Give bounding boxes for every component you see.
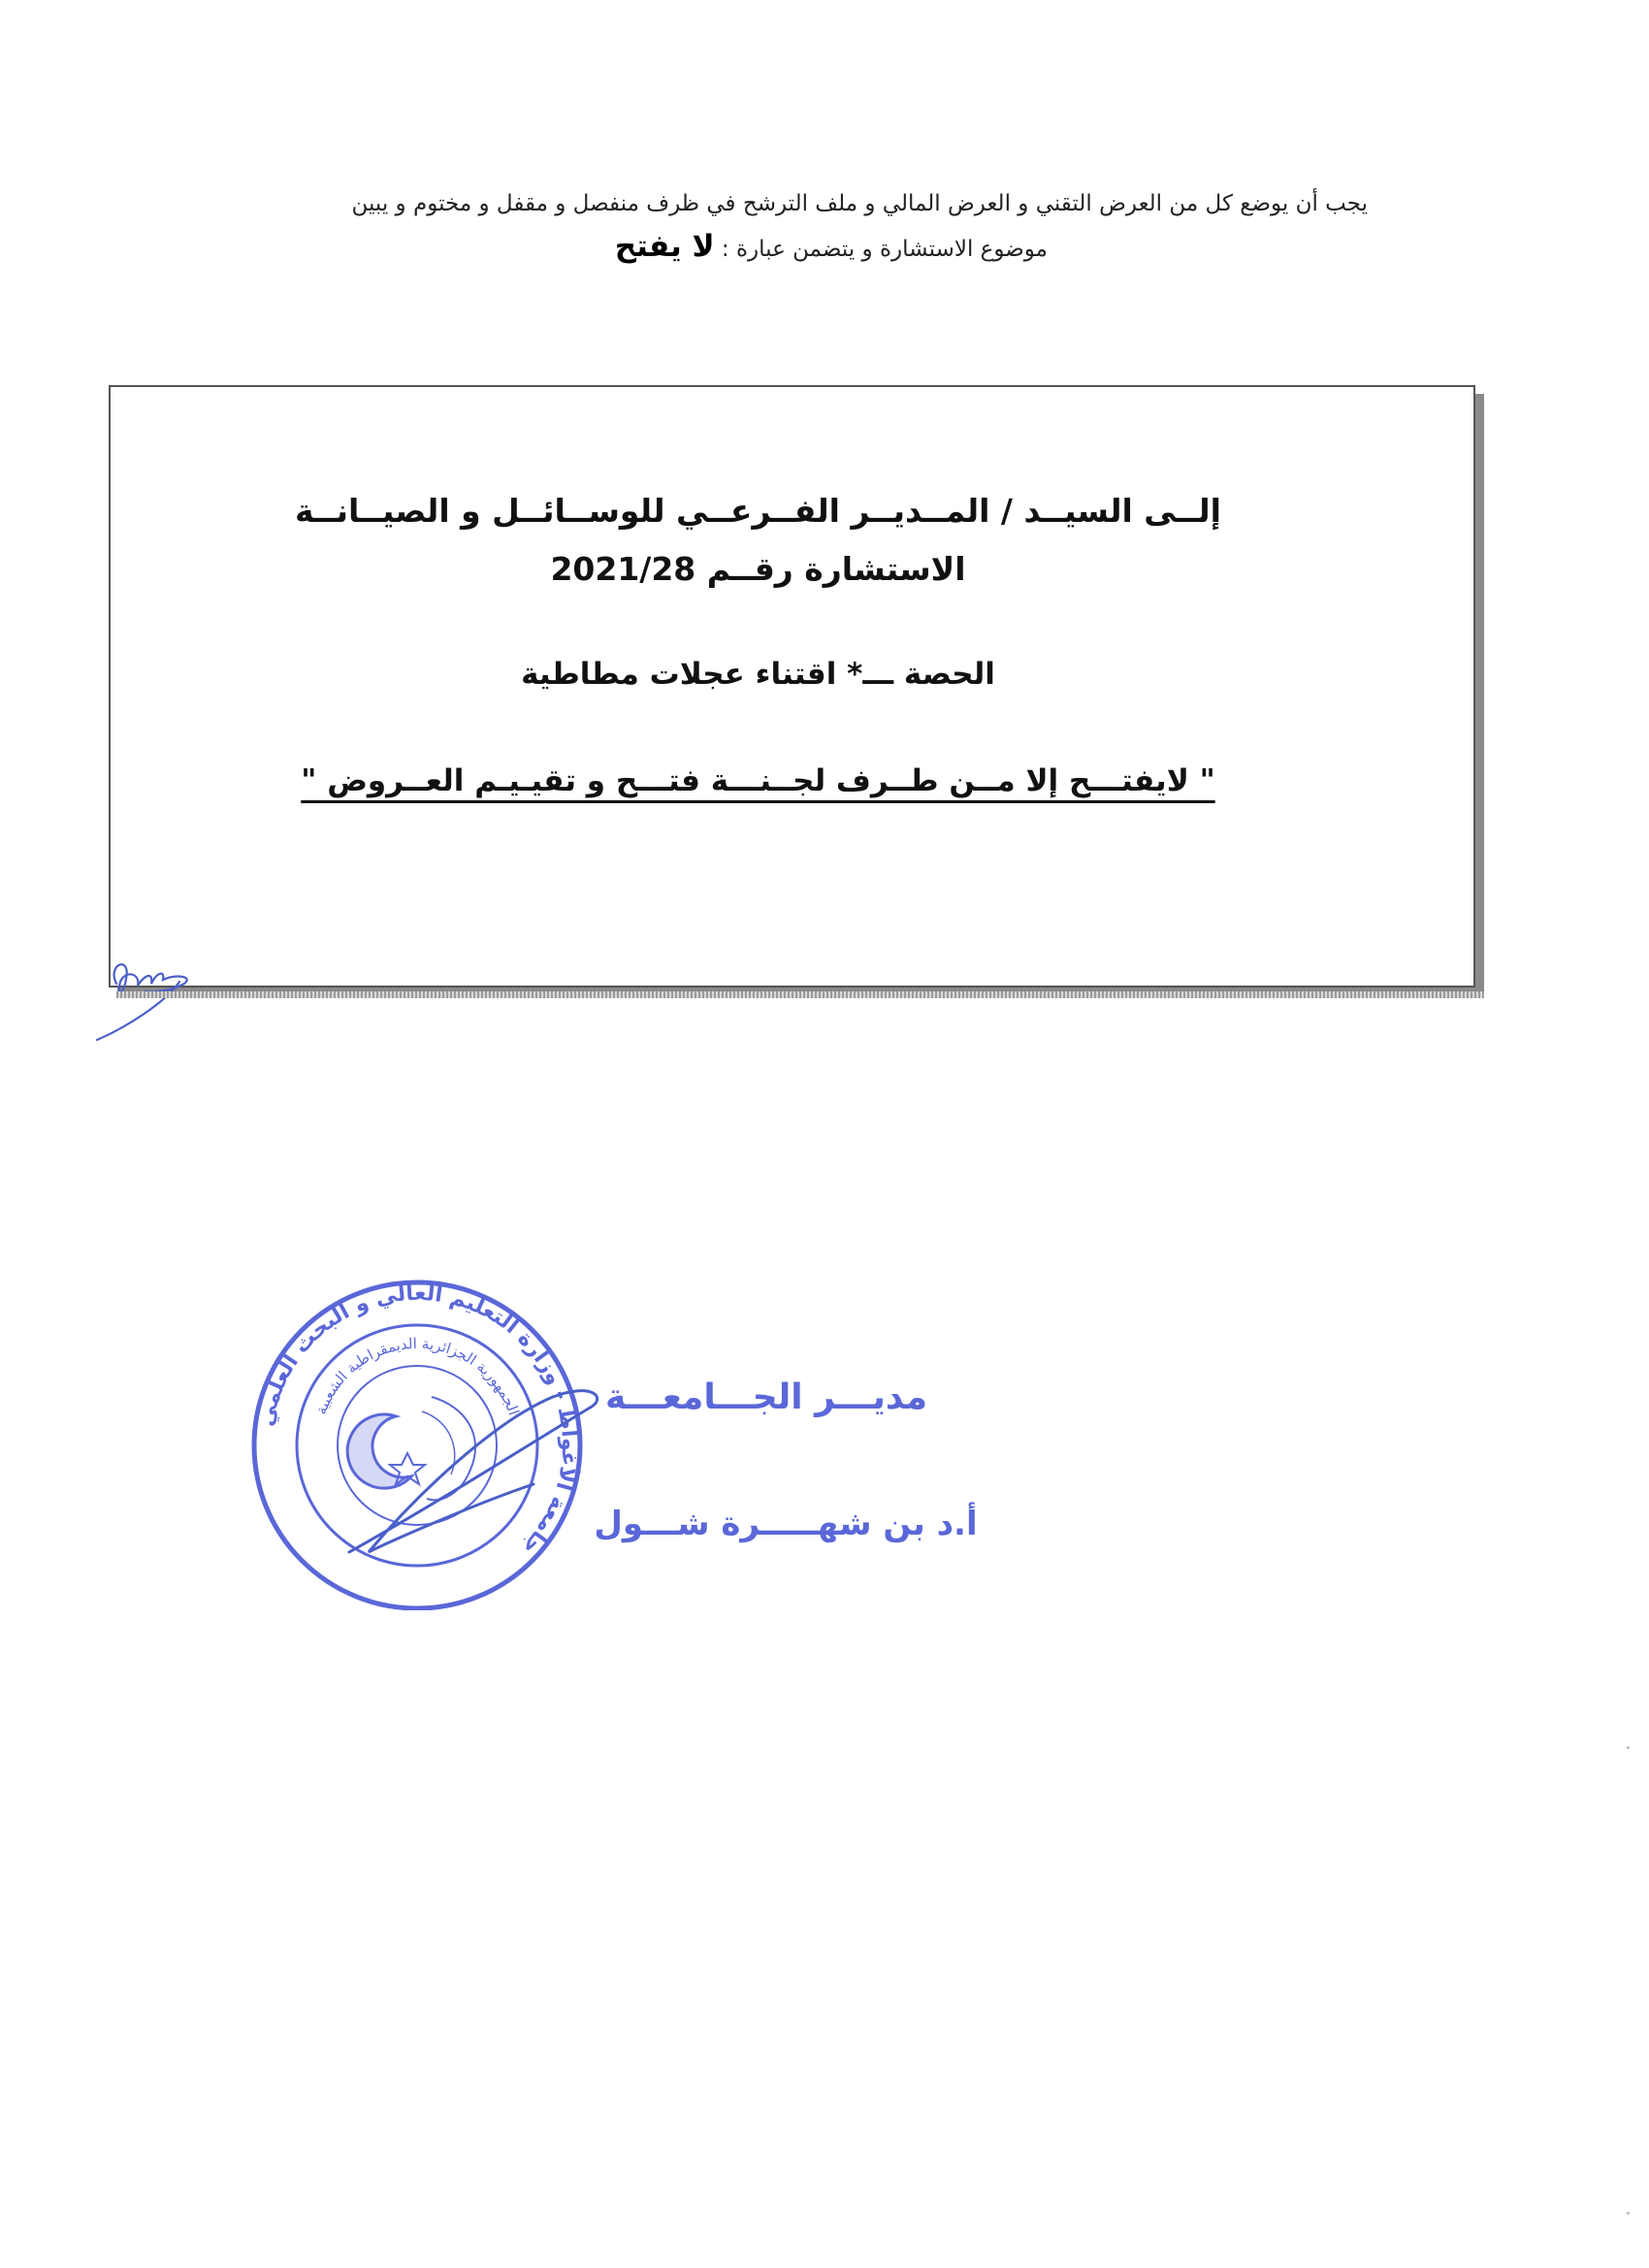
consultation-number: الاستشارة رقــم 2021/28 <box>550 550 966 588</box>
instruction-line-2 <box>204 225 1368 271</box>
stamp-outer-text: جامعة الأغواط - وزارة التعليم العالي و البحث العلمي <box>254 1280 582 1560</box>
envelope-label-box <box>109 385 1475 988</box>
envelope-instructions <box>204 182 1368 271</box>
do-not-open-notice-text: " لايفتـــح إلا مــن طــرف لجــنـــة فتـــح و تقيـيـم العــروض " <box>301 763 1215 798</box>
scan-artifact <box>1627 1746 1630 1749</box>
lot-description: الحصة ـــ* اقتناء عجلات مطاطية <box>521 657 995 692</box>
scan-artifact <box>1627 2212 1630 2215</box>
stamp-inner-text: الجمهورية الجزائرية الديمقراطية الشعبية <box>311 1334 523 1418</box>
svg-text:جامعة الأغواط - وزارة التعليم <box>254 1281 582 1560</box>
do-not-open-notice <box>111 763 1406 798</box>
instruction-line-2-prefix: موضوع الاستشارة و يتضمن عبارة : <box>721 237 1048 262</box>
svg-text:الجمهورية الجزائرية الديمقراطي <box>312 1335 523 1417</box>
initials-signature <box>87 925 223 1042</box>
director-title: مديـــر الجـــامعـــة <box>604 1377 928 1417</box>
official-stamp <box>223 1261 611 1610</box>
director-signature-block <box>582 1377 989 1543</box>
recipient-line: إلــى السيــد / المــديــر الفــرعــي للوســائــل و الصيــانــة <box>295 492 1221 530</box>
do-not-open-phrase: لا يفتح <box>614 229 715 264</box>
instruction-line-1: يجب أن يوضع كل من العرض التقني و العرض المالي و ملف الترشح في ظرف منفصل و مقفل و مختوم و يبين <box>351 191 1368 216</box>
director-name: أ.د بن شهـــــرة شـــول <box>594 1505 978 1543</box>
